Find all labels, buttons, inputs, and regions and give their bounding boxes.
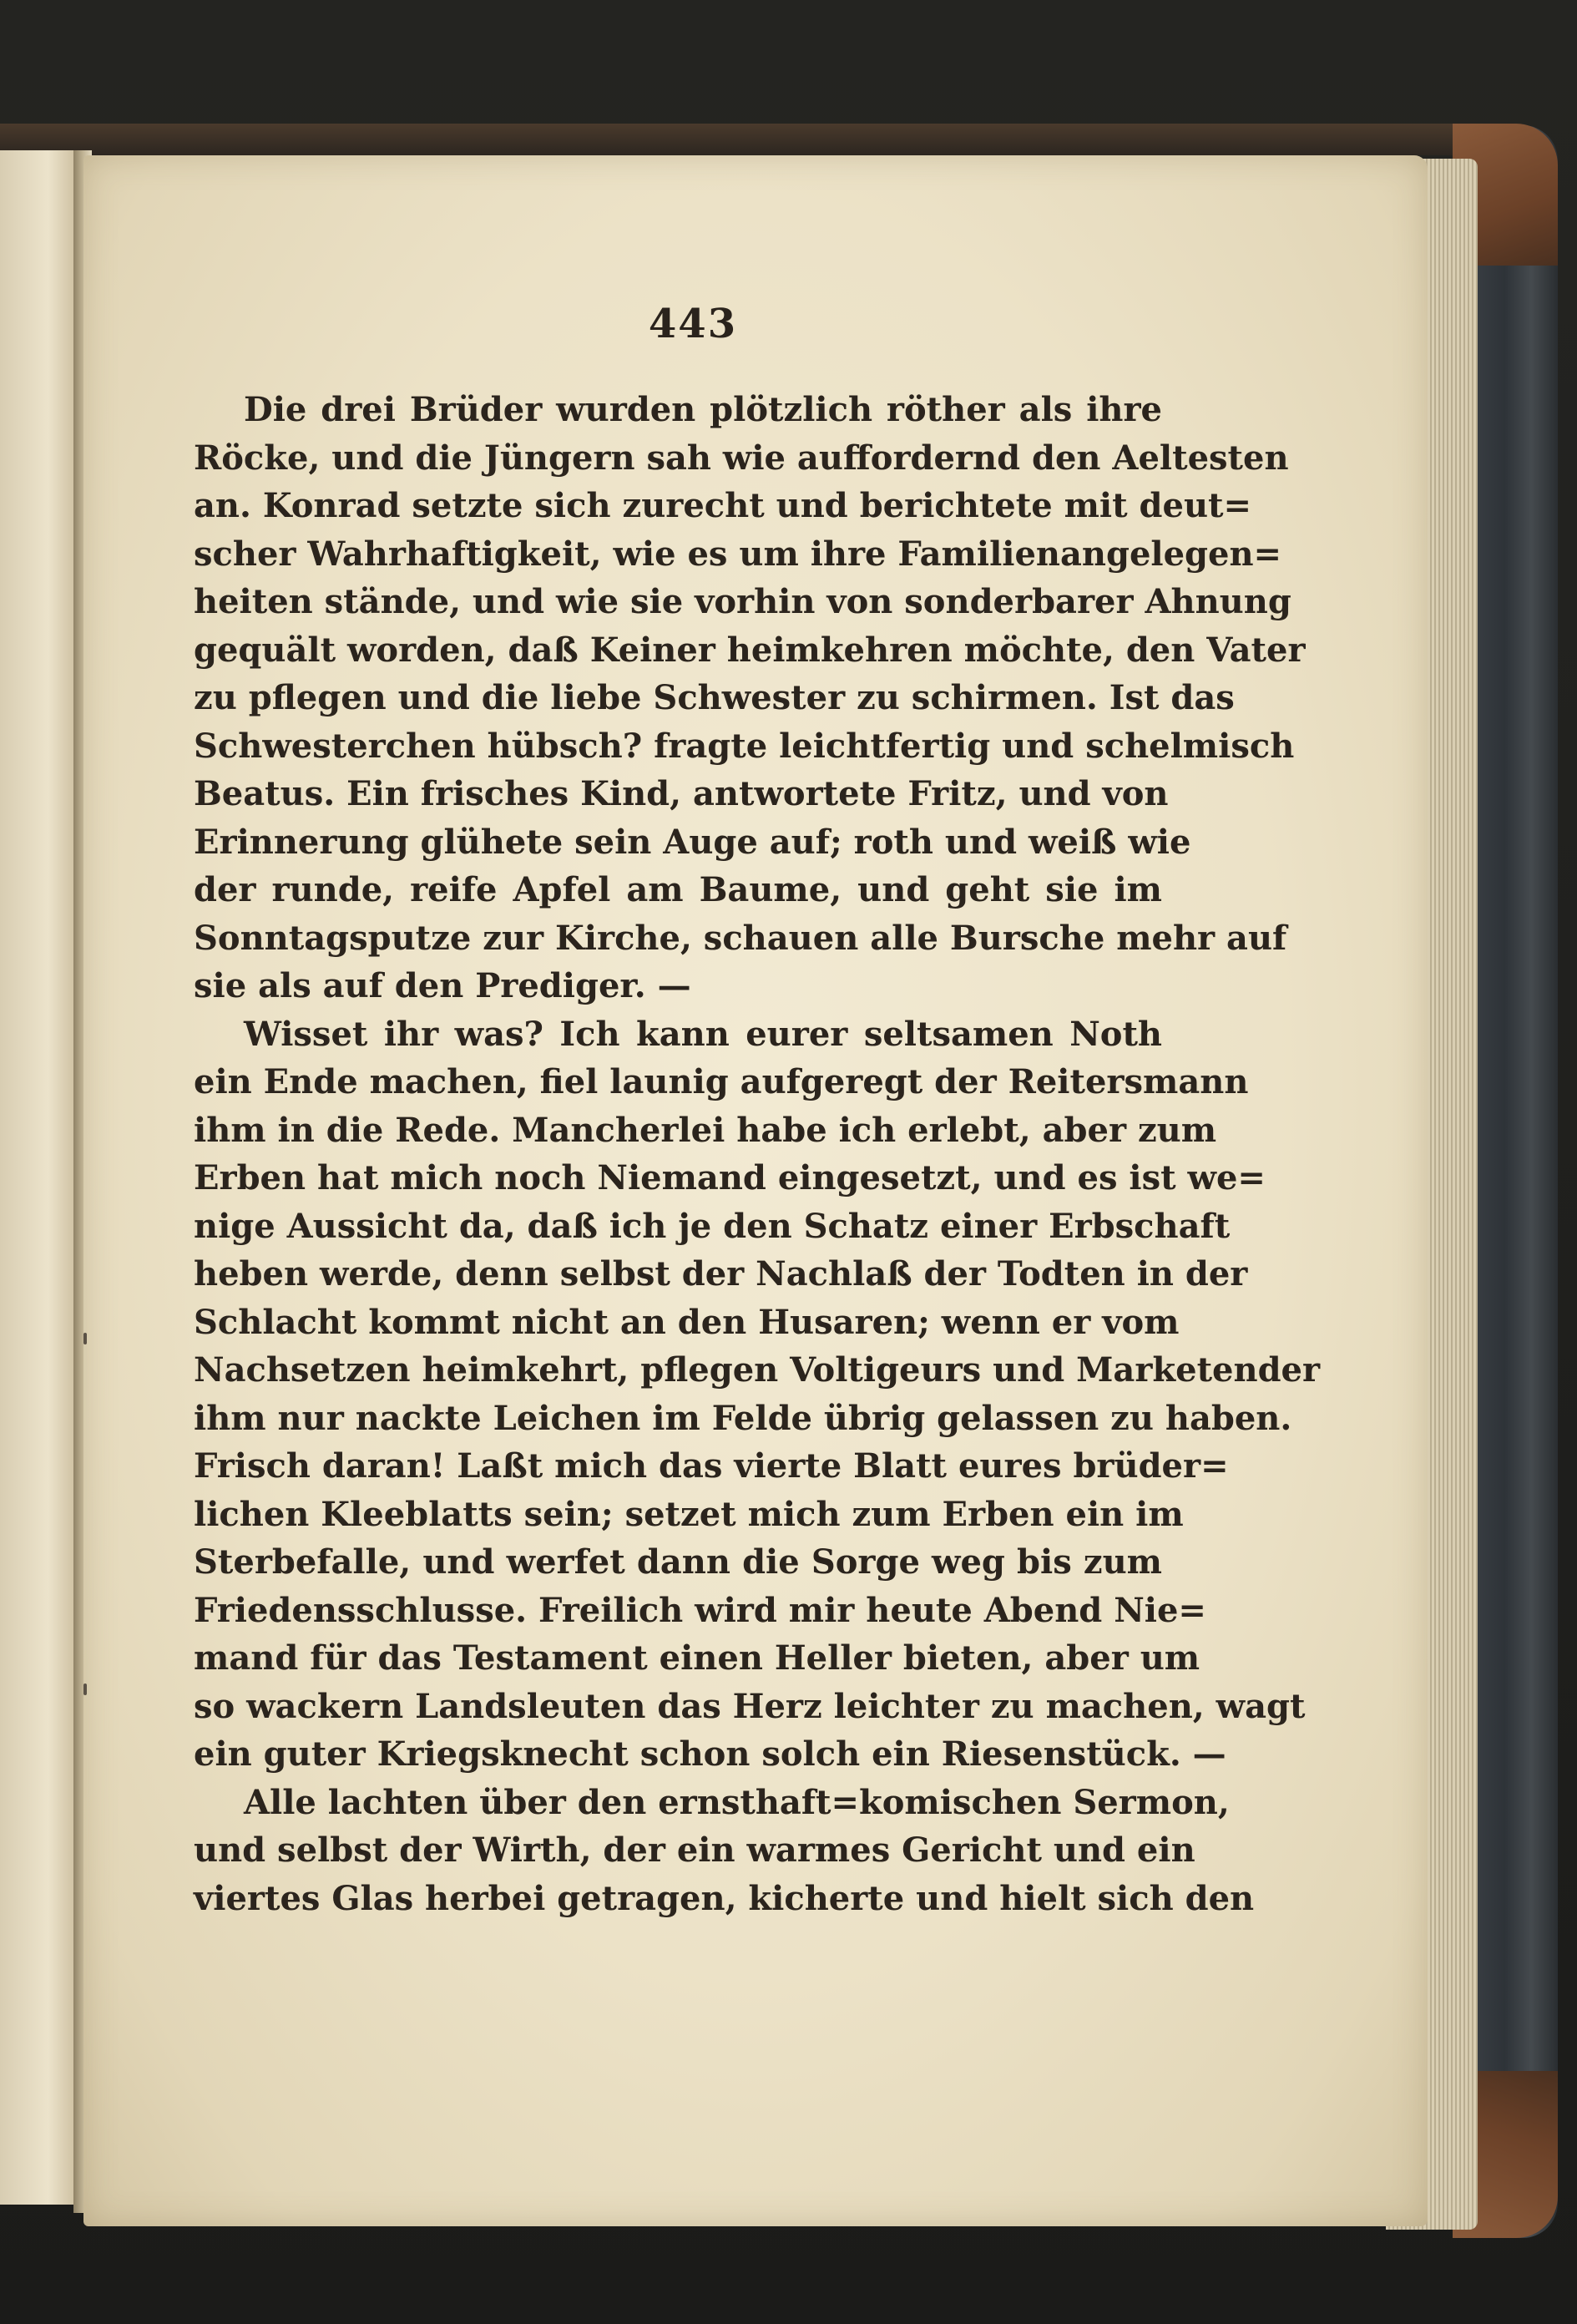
text-line: scher Wahrhaftigkeit, wie es um ihre Familienangelegen= — [194, 534, 1282, 574]
paper-speck — [83, 1684, 87, 1695]
text-line: sie als auf den Prediger. — — [194, 966, 691, 1005]
text-line: Erinnerung glühete sein Auge auf; roth und weiß wie — [194, 822, 1191, 862]
text-line: Sonntagsputze zur Kirche, schauen alle Bursche mehr auf — [194, 918, 1287, 958]
text-line: Frisch daran! Laßt mich das vierte Blatt eures brüder= — [194, 1446, 1229, 1486]
text-line: ihm nur nackte Leichen im Felde übrig gelassen zu haben. — [194, 1398, 1292, 1438]
text-line: Beatus. Ein frisches Kind, antwortete Fritz, und von — [194, 774, 1169, 813]
text-line: an. Konrad setzte sich zurecht und berichtete mit deut= — [194, 486, 1252, 525]
text-line: Die drei Brüder wurden plötzlich röther als ihre — [244, 390, 1162, 429]
text-line: Erben hat mich noch Niemand eingesetzt, und es ist we= — [194, 1158, 1266, 1197]
text-line: heiten stände, und wie sie vorhin von sonderbarer Ahnung — [194, 582, 1291, 621]
text-line: und selbst der Wirth, der ein warmes Gericht und ein — [194, 1830, 1195, 1870]
text-line: nige Aussicht da, daß ich je den Schatz einer Erbschaft — [194, 1206, 1231, 1246]
text-line: Röcke, und die Jüngern sah wie auffordernd den Aeltesten — [194, 438, 1289, 478]
text-line: der runde, reife Apfel am Baume, und geht sie im — [194, 870, 1162, 909]
paper-speck — [83, 1333, 87, 1344]
text-line: mand für das Testament einen Heller bieten, aber um — [194, 1638, 1200, 1678]
book-cover-top-edge — [0, 124, 1536, 155]
text-line: gequält worden, daß Keiner heimkehren möchte, den Vater — [194, 630, 1306, 670]
facing-page-sliver — [0, 150, 80, 2205]
text-line: Nachsetzen heimkehrt, pflegen Voltigeurs und Marketender — [194, 1350, 1321, 1390]
text-line: Alle lachten über den ernsthaft=komischen Sermon, — [244, 1782, 1230, 1822]
text-line: lichen Kleeblatts sein; setzet mich zum Erben ein im — [194, 1494, 1184, 1534]
text-line: Schlacht kommt nicht an den Husaren; wenn er vom — [194, 1302, 1180, 1342]
text-line: ihm in die Rede. Mancherlei habe ich erlebt, aber zum — [194, 1110, 1217, 1150]
text-line: zu pflegen und die liebe Schwester zu schirmen. Ist das — [194, 678, 1235, 717]
text-line: ein Ende machen, fiel launig aufgeregt der Reitersmann — [194, 1062, 1249, 1101]
page-text-block — [194, 386, 1321, 1922]
text-line: viertes Glas herbei getragen, kicherte und hielt sich den — [194, 1878, 1255, 1918]
book-cover-right-edge — [1469, 125, 1558, 2238]
text-line: Friedensschlusse. Freilich wird mir heute Abend Nie= — [194, 1590, 1206, 1630]
page-number: 443 — [648, 301, 738, 347]
text-line: Sterbefalle, und werfet dann die Sorge weg bis zum — [194, 1542, 1162, 1582]
text-line: Schwesterchen hübsch? fragte leichtfertig und schelmisch — [194, 726, 1295, 766]
text-line: so wackern Landsleuten das Herz leichter zu machen, wagt — [194, 1686, 1306, 1726]
text-line: ein guter Kriegsknecht schon solch ein Riesenstück. — — [194, 1734, 1226, 1774]
text-line: Wisset ihr was? Ich kann eurer seltsamen Noth — [244, 1014, 1162, 1054]
text-line: heben werde, denn selbst der Nachlaß der Todten in der — [194, 1254, 1248, 1294]
